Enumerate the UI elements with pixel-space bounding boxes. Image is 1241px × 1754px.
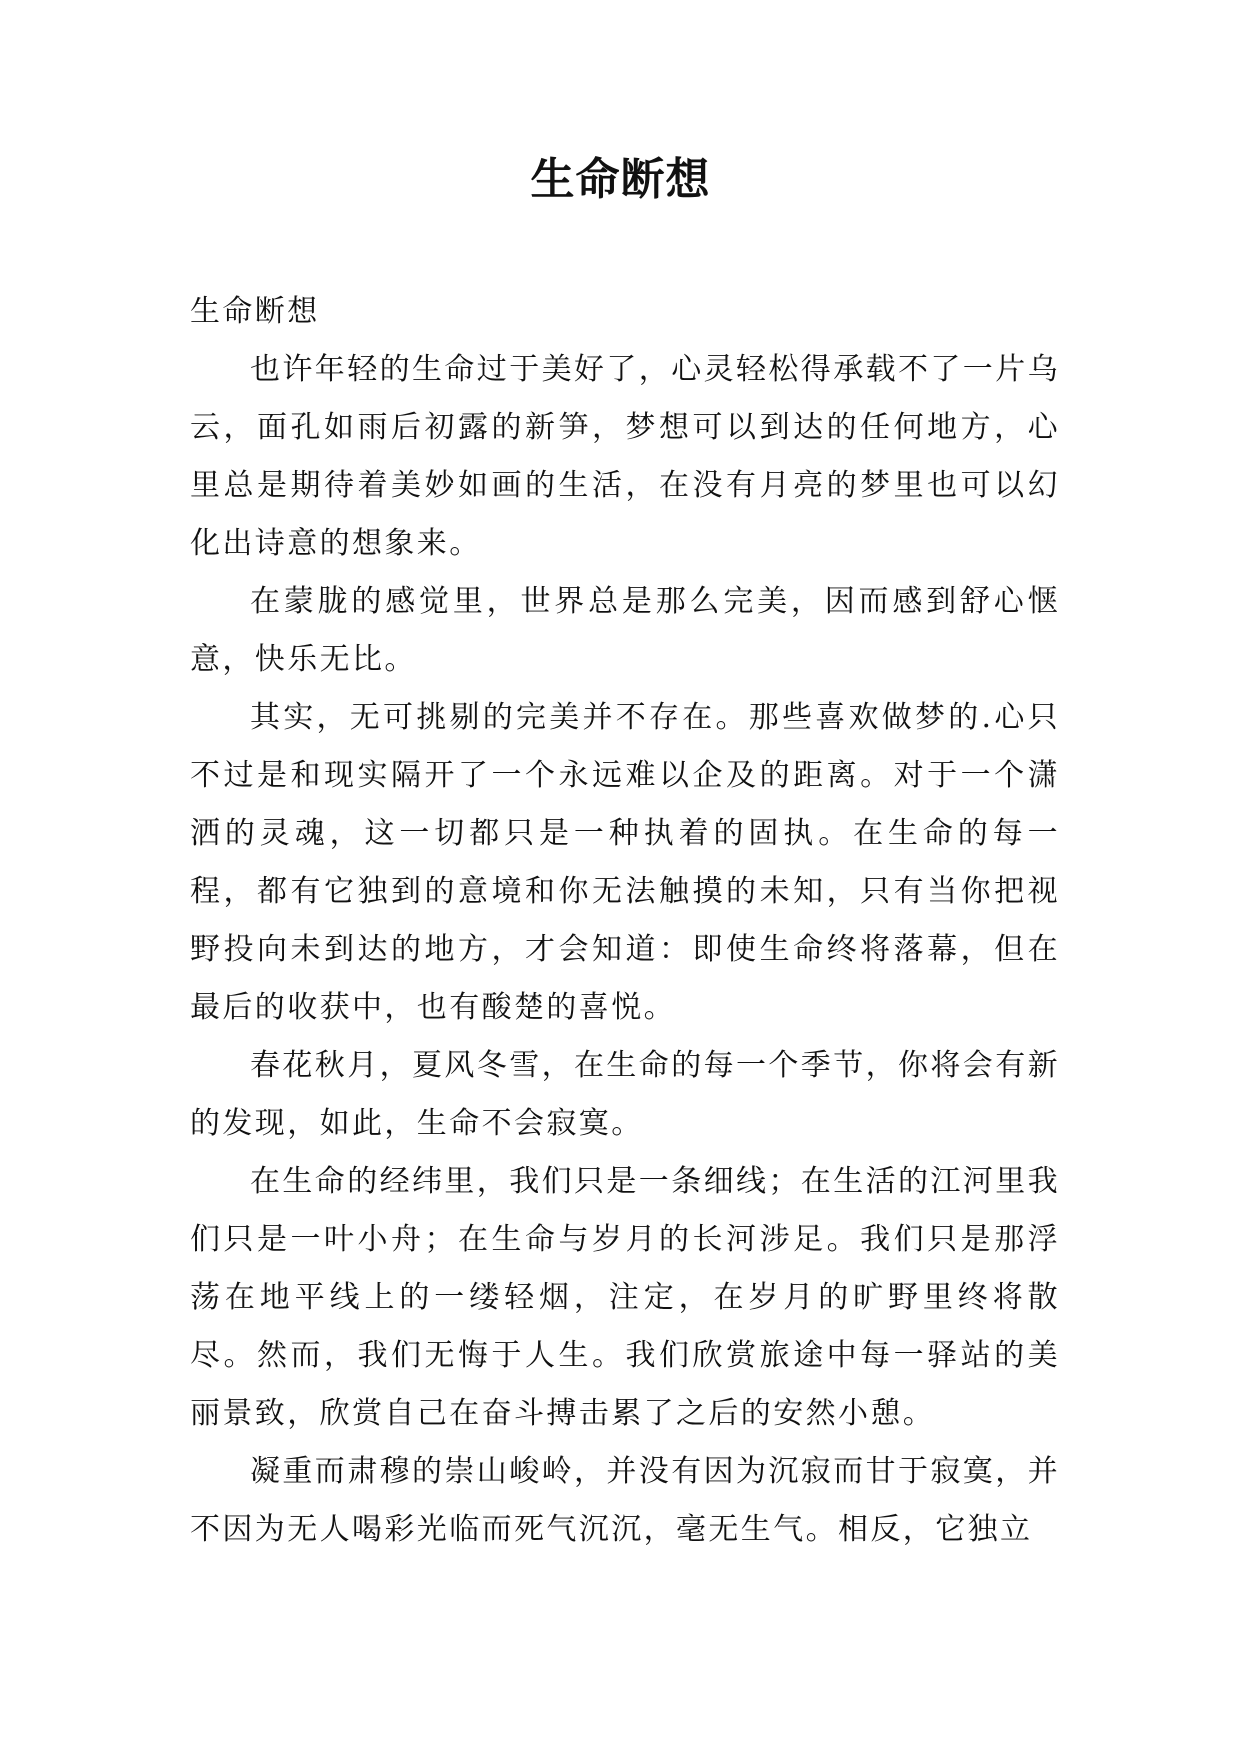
paragraph: 凝重而肃穆的崇山峻岭，并没有因为沉寂而甘于寂寞，并不因为无人喝彩光临而死气沉沉，毫无生气。相反，它独立 bbox=[190, 1454, 1060, 1547]
document-body bbox=[190, 283, 1060, 1559]
document-subheading: 生命断想 bbox=[190, 294, 320, 329]
paragraph: 在蒙胧的感觉里，世界总是那么完美，因而感到舒心惬意，快乐无比。 bbox=[190, 584, 1060, 677]
paragraph: 春花秋月，夏风冬雪，在生命的每一个季节，你将会有新的发现，如此，生命不会寂寞。 bbox=[190, 1048, 1060, 1141]
paragraph: 在生命的经纬里，我们只是一条细线；在生活的江河里我们只是一叶小舟；在生命与岁月的长河涉足。我们只是那浮荡在地平线上的一缕轻烟，注定，在岁月的旷野里终将散尽。然而，我们无悔于人生。我们欣赏旅途中每一驿站的美丽景致，欣赏自己在奋斗搏击累了之后的安然小憩。 bbox=[190, 1164, 1060, 1431]
paragraph: 其实，无可挑剔的完美并不存在。那些喜欢做梦的.心只不过是和现实隔开了一个永远难以企及的距离。对于一个潇洒的灵魂，这一切都只是一种执着的固执。在生命的每一程，都有它独到的意境和你无法触摸的未知，只有当你把视野投向未到达的地方，才会知道：即使生命终将落幕，但在最后的收获中，也有酸楚的喜悦。 bbox=[190, 700, 1060, 1025]
paragraph: 也许年轻的生命过于美好了，心灵轻松得承载不了一片乌云，面孔如雨后初露的新笋，梦想可以到达的任何地方，心里总是期待着美妙如画的生活，在没有月亮的梦里也可以幻化出诗意的想象来。 bbox=[190, 352, 1060, 561]
document-title: 生命断想 bbox=[530, 154, 711, 205]
